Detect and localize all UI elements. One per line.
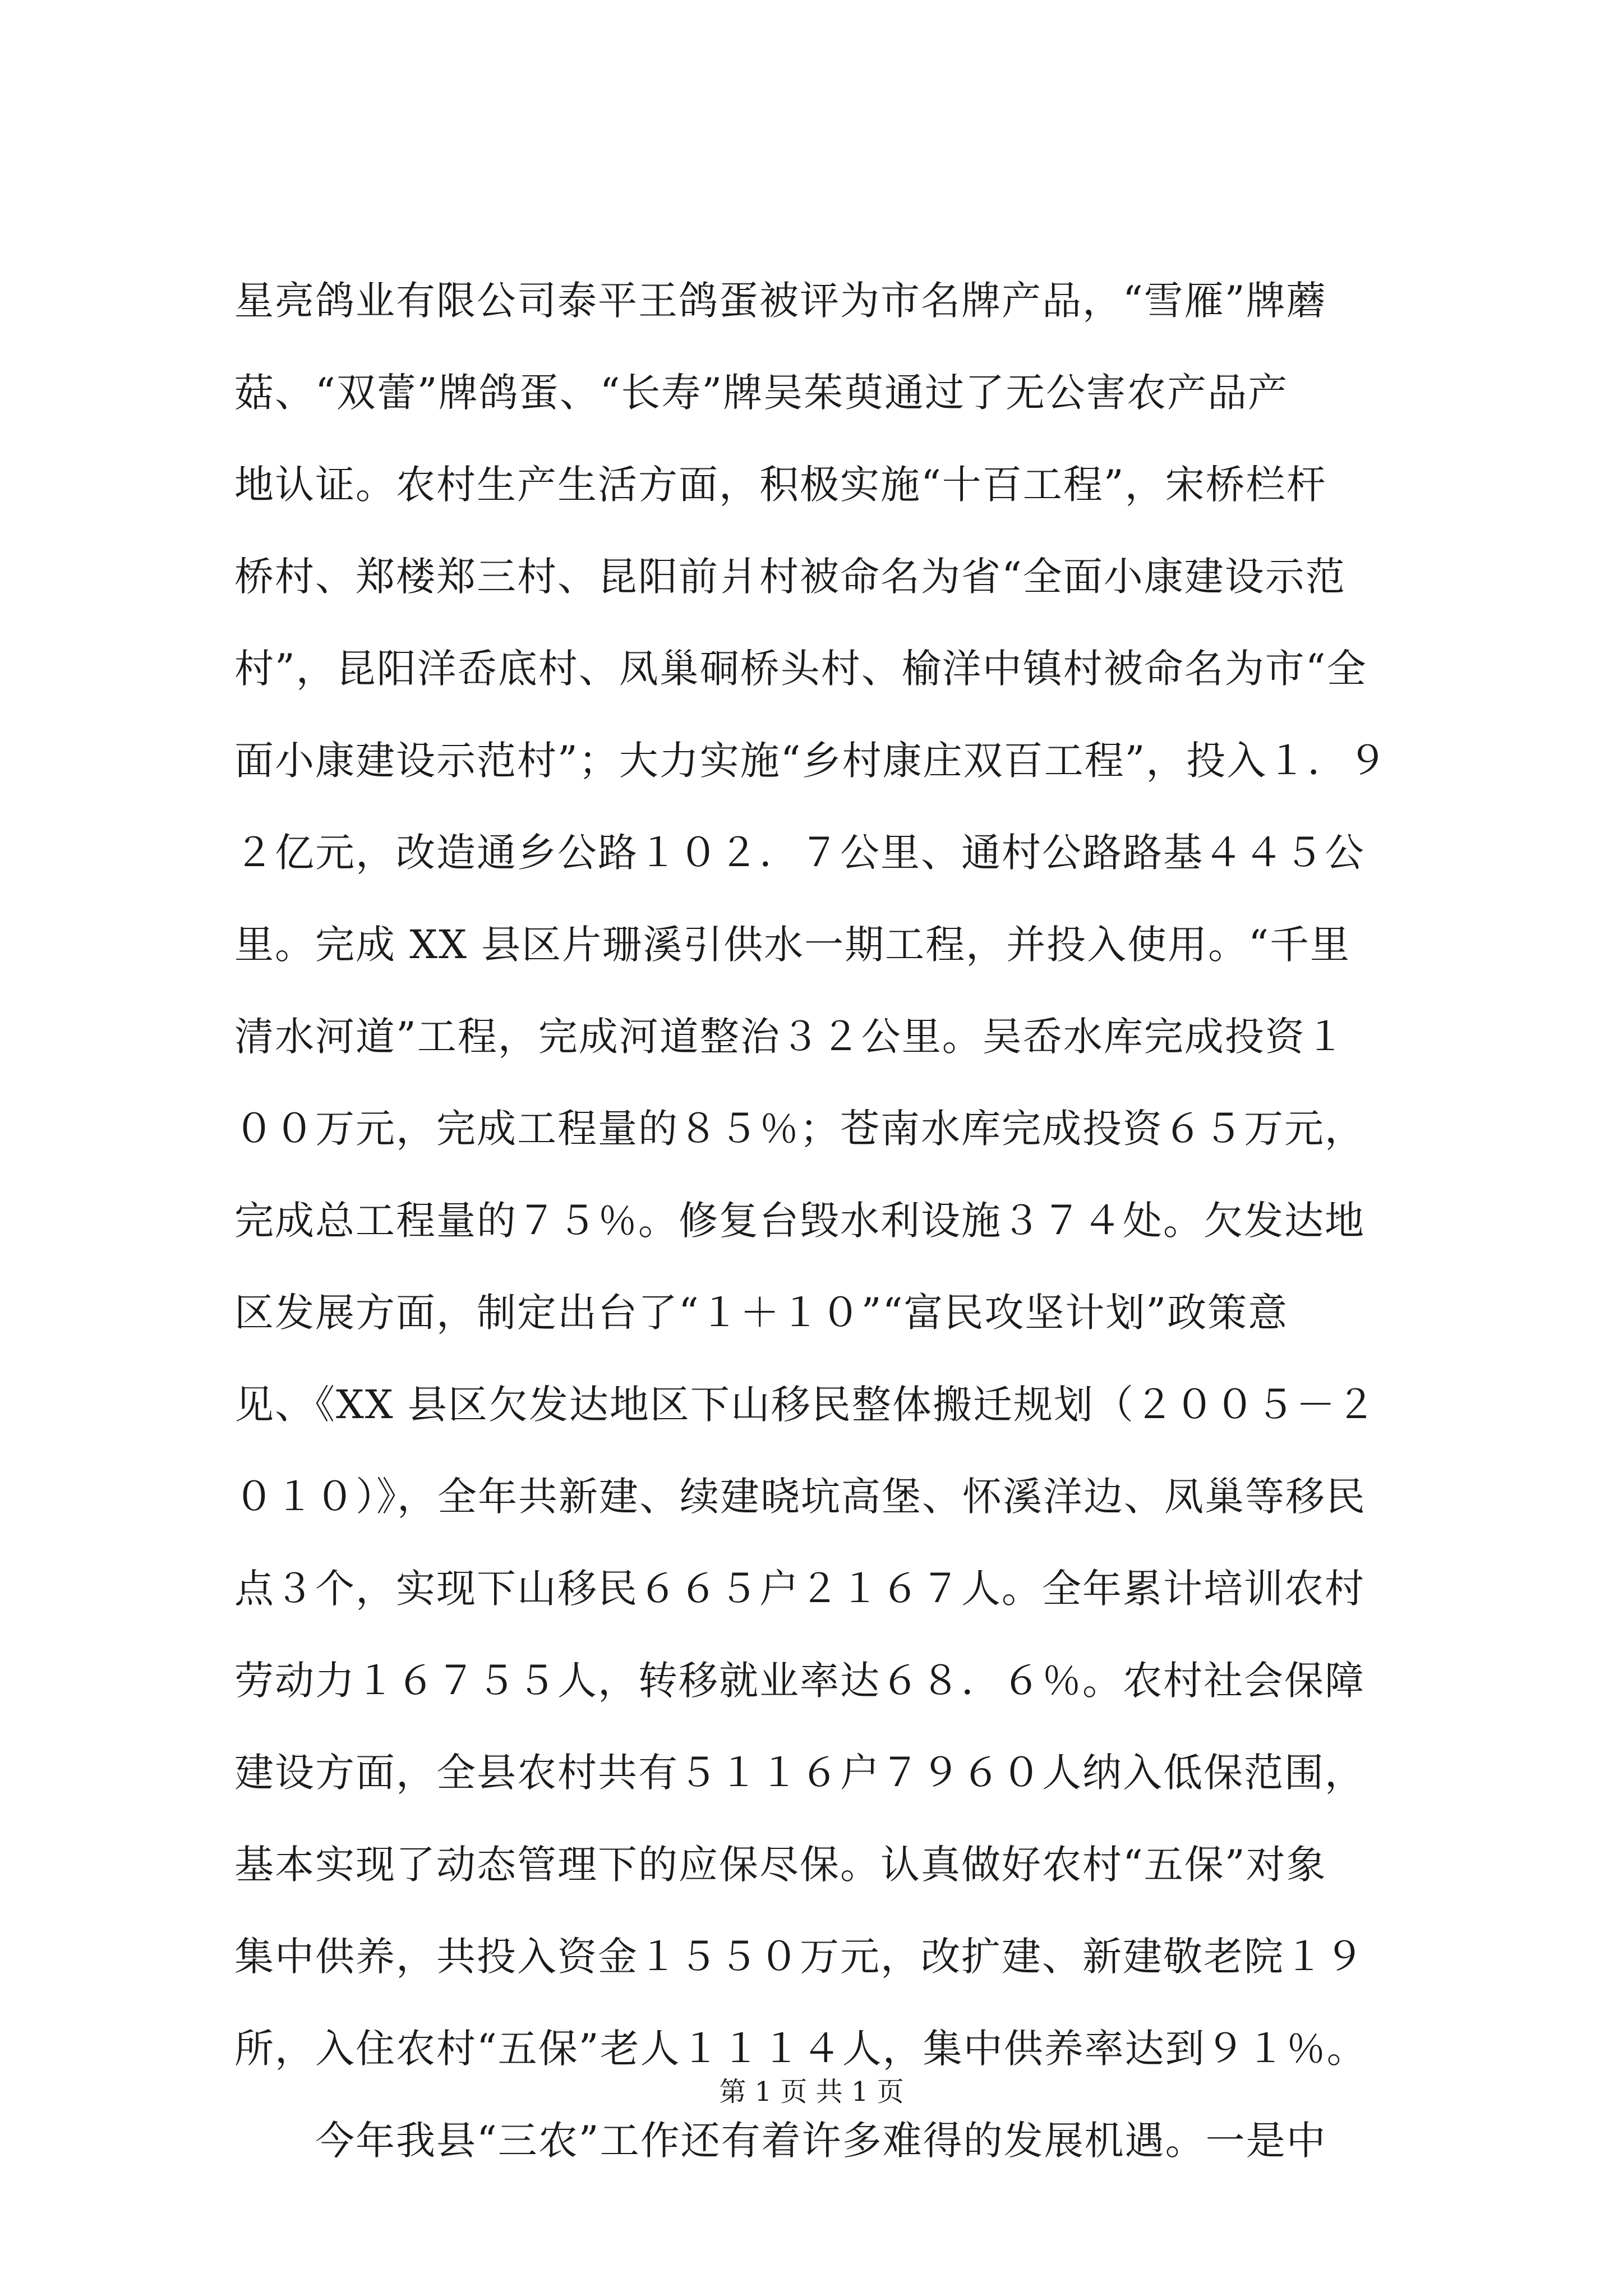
text-line: 菇、“双蕾”牌鸽蛋、“长寿”牌吴茱萸通过了无公害农产品产 — [234, 370, 1289, 416]
text-line: 点３个，实现下山移民６６５户２１６７人。全年累计培训农村 — [234, 1566, 1365, 1612]
text-line: 建设方面，全县农村共有５１１６户７９６０人纳入低保范围， — [234, 1750, 1365, 1796]
text-line: 见、《XX 县区欠发达地区下山移民整体搬迁规划（２００５－２ — [234, 1382, 1377, 1428]
text-line: 清水河道”工程，完成河道整治３２公里。吴岙水库完成投资１ — [234, 1014, 1346, 1060]
text-line: 地认证。农村生产生活方面，积极实施“十百工程”，宋桥栏杆 — [234, 462, 1327, 508]
text-line: 星亮鸽业有限公司泰平王鸽蛋被评为市名牌产品，“雪雁”牌蘑 — [234, 278, 1327, 324]
text-line: 区发展方面，制定出台了“１＋１０”“富民攻坚计划”政策意 — [234, 1290, 1289, 1336]
text-line: 集中供养，共投入资金１５５０万元，改扩建、新建敬老院１９ — [234, 1934, 1365, 1980]
text-line: 基本实现了动态管理下的应保尽保。认真做好农村“五保”对象 — [234, 1842, 1327, 1888]
text-line: 所，入住农村“五保”老人１１１４人，集中供养率达到９１％。 — [234, 2026, 1367, 2072]
text-line: 村”，昆阳洋岙底村、凤巢硐桥头村、榆洋中镇村被命名为市“全 — [234, 646, 1367, 692]
text-line: 桥村、郑楼郑三村、昆阳前爿村被命名为省“全面小康建设示范 — [234, 554, 1346, 600]
page-footer: 第 1 页 共 1 页 — [719, 2076, 904, 2108]
text-line: ０１０）》，全年共新建、续建晓坑高堡、怀溪洋边、凤巢等移民 — [234, 1474, 1366, 1520]
text-line: ２亿元，改造通乡公路１０２．７公里、通村公路路基４４５公 — [234, 830, 1365, 876]
text-line: 完成总工程量的７５％。修复台毁水利设施３７４处。欠发达地 — [234, 1198, 1365, 1244]
text-line: ００万元，完成工程量的８５％；苍南水库完成投资６５万元， — [234, 1106, 1365, 1152]
text-line: 里。完成 XX 县区片珊溪引供水一期工程，并投入使用。“千里 — [234, 922, 1350, 968]
paragraph-start-line: 今年我县“三农”工作还有着许多难得的发展机遇。一是中 — [234, 2118, 1327, 2164]
text-line: 面小康建设示范村”；大力实施“乡村康庄双百工程”，投入１．９ — [234, 738, 1389, 784]
text-line: 劳动力１６７５５人，转移就业率达６８．６％。农村社会保障 — [234, 1658, 1365, 1704]
body-text — [234, 255, 1491, 2187]
